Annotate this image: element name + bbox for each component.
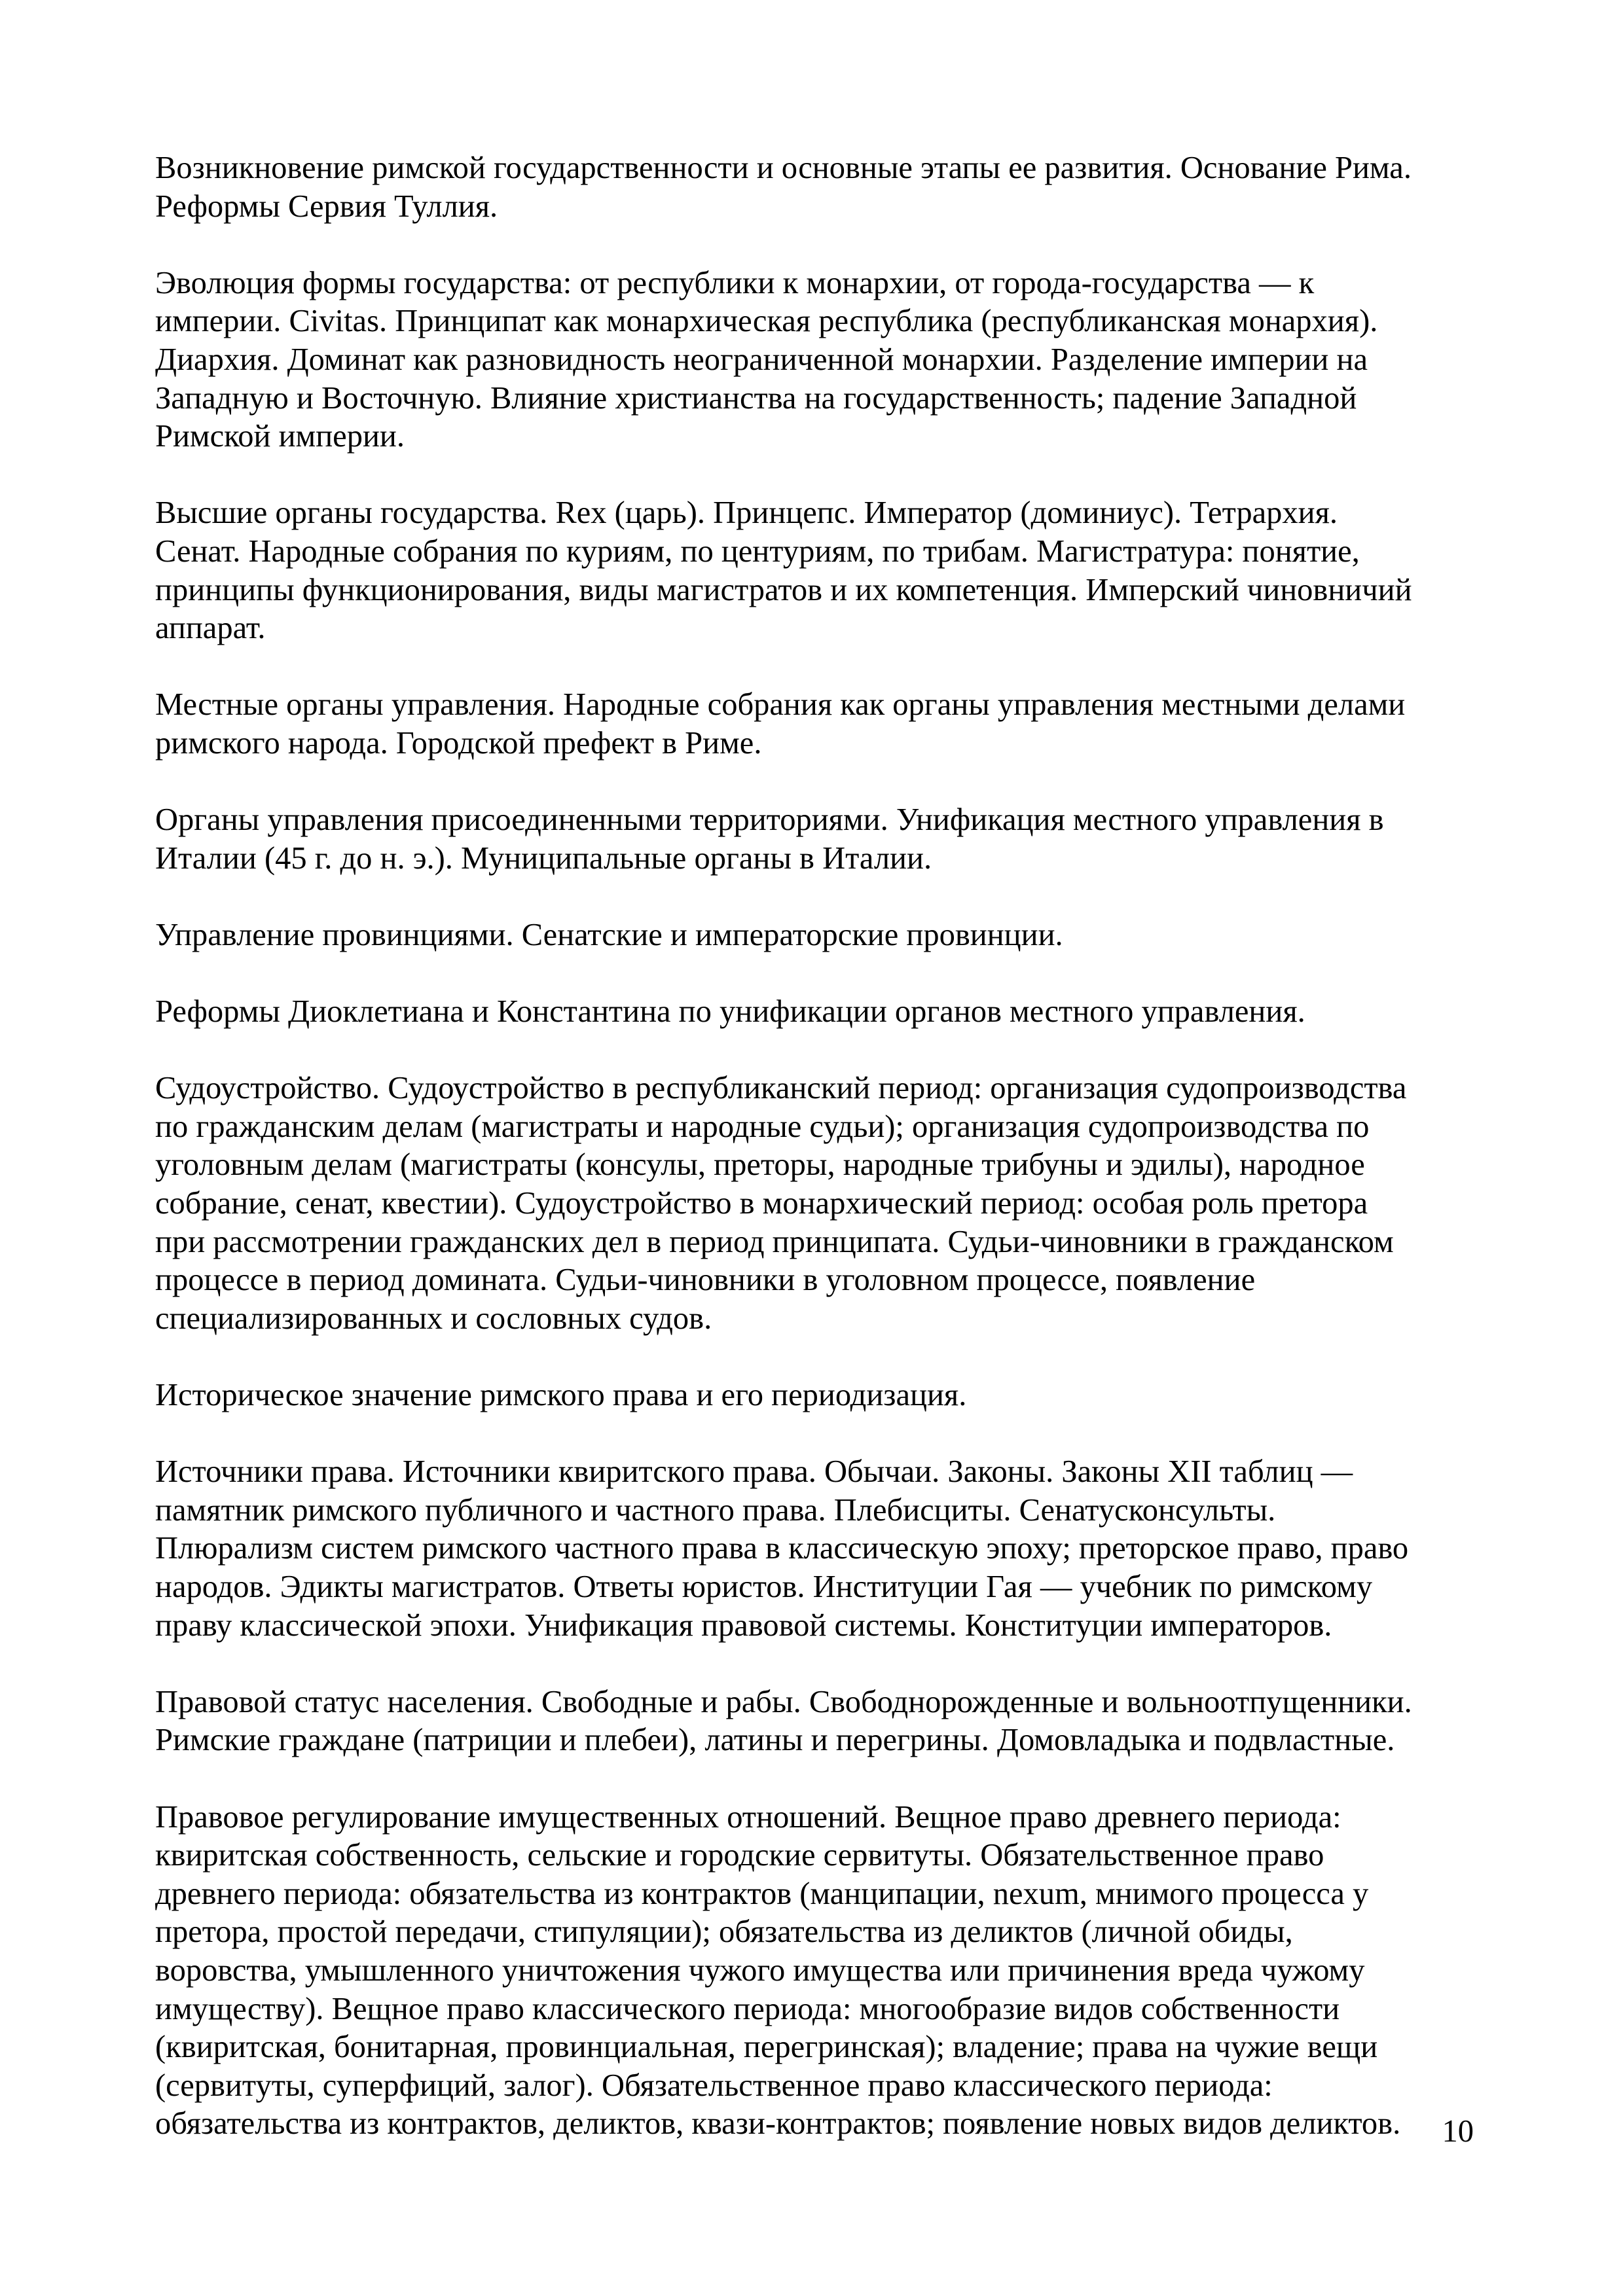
paragraph-reforms-diocletian-constantine: Реформы Диоклетиана и Константина по унификации органов местного управления. — [155, 994, 1305, 1030]
paragraph-property-relations: Правовое регулирование имущественных отношений. Вещное право древнего периода: квиритская собственность, сельские и городские сервитуты. Обязательственное право древнего периода: обязательства из контрактов (манципации, nexum, мнимого процесса у претора, простой передачи, стипуляции); обязательства из деликтов (личной обиды, воровства, умышленного уничтожения чужого имущества или причинения вреда чужому имуществу). Вещное право классического периода: многообразие видов собственности (квиритская, бонитарная, провинциальная, перегринская); владение; права на чужие вещи (сервитуты, суперфиций, залог). Обязательственное право классического периода: обязательства из контрактов, деликтов, квази-контрактов; появление новых видов деликтов. — [155, 1799, 1401, 2142]
paragraph-roman-law-significance: Историческое значение римского права и его периодизация. — [155, 1378, 967, 1412]
paragraph-supreme-state-bodies: Высшие органы государства. Rex (царь). Принцепс. Император (доминиус). Тетрархия. Сенат. Народные собрания по куриям, по центуриям, по трибам. Магистратура: понятие, принципы функционирования, виды магистратов и их компетенция. Имперский чиновничий аппарат. — [155, 495, 1412, 646]
page-number: 10 — [1442, 2114, 1474, 2149]
paragraph-provinces: Управление провинциями. Сенатские и императорские провинции. — [155, 917, 1063, 952]
paragraph-legal-status: Правовой статус населения. Свободные и рабы. Свободнорожденные и вольноотпущенники. Римские граждане (патриции и плебеи), латины и перегрины. Домовладыка и подвластные. — [155, 1684, 1412, 1758]
paragraph-judicial-system: Судоустройство. Судоустройство в республиканский период: организация судопроизводства по гражданским делам (магистраты и народные судьи); организация судопроизводства по уголовным делам (магистраты (консулы, преторы, народные трибуны и эдилы), народное собрание, сенат, квестии). Судоустройство в монархический период: особая роль претора при рассмотрении гражданских дел в период принципата. Судьи-чиновники в гражданском процессе в период домината. Судьи-чиновники в уголовном процессе, появление специализированных и сословных судов. — [155, 1071, 1407, 1336]
document-body — [155, 149, 1484, 2181]
paragraph-local-government: Местные органы управления. Народные собрания как органы управления местными делами римского народа. Городской префект в Риме. — [155, 687, 1406, 761]
paragraph-annexed-territories: Органы управления присоединенными территориями. Унификация местного управления в Италии (45 г. до н. э.). Муниципальные органы в Италии. — [155, 802, 1384, 876]
paragraph-evolution-of-state-form: Эволюция формы государства: от республики к монархии, от города-государства — к империи. Civitas. Принципат как монархическая республика (республиканская монархия). Диархия. Доминат как разновидность неограниченной монархии. Разделение империи на Западную и Восточную. Влияние христианства на государственность; падение Западной Римской империи. — [155, 265, 1378, 454]
paragraph-origins-of-roman-state: Возникновение римской государственности и основные этапы ее развития. Основание Рима. Реформы Сервия Туллия. — [155, 151, 1412, 224]
paragraph-sources-of-law: Источники права. Источники квиритского права. Обычаи. Законы. Законы XII таблиц — памятник римского публичного и частного права. Плебисциты. Сенатусконсульты. Плюрализм систем римского частного права в классическую эпоху; преторское право, право народов. Эдикты магистратов. Ответы юристов. Институции Гая — учебник по римскому праву классической эпохи. Унификация правовой системы. Конституции императоров. — [155, 1454, 1409, 1643]
